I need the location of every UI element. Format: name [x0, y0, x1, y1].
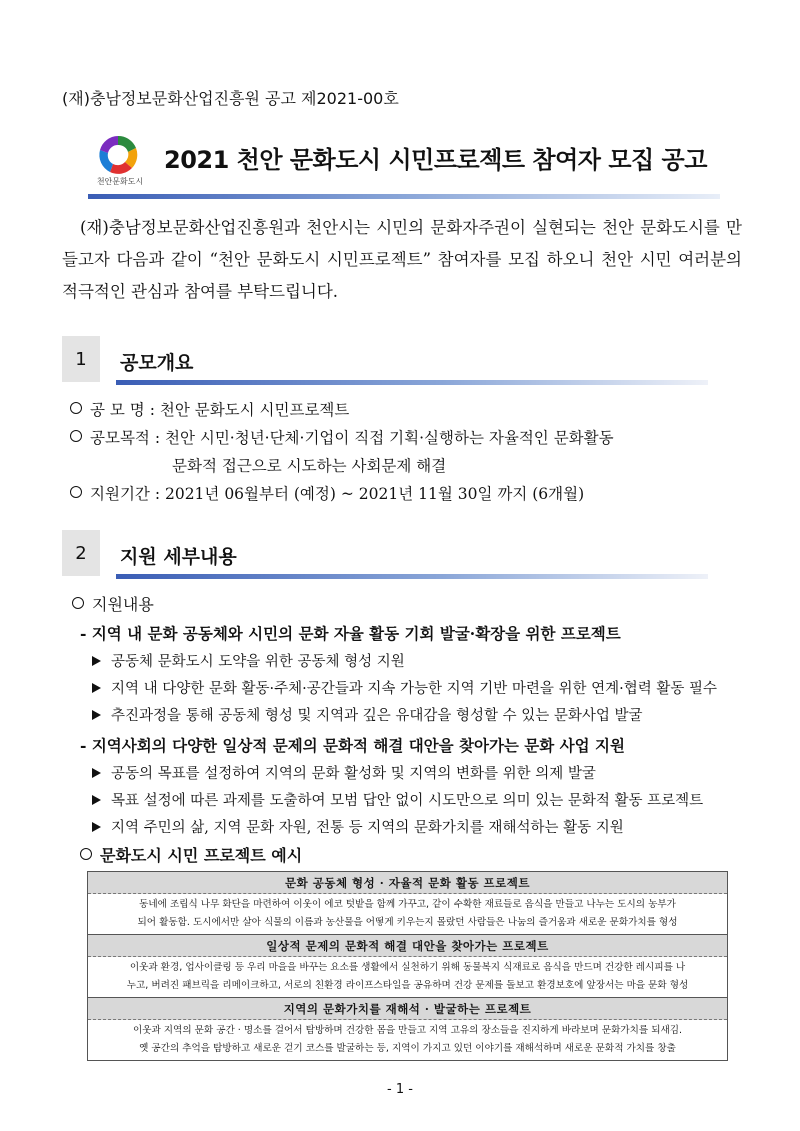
group2-item-text: 지역 주민의 삶, 지역 문화 자원, 전통 등 지역의 문화가치를 재해석하는 활동 지원 — [111, 820, 624, 836]
triangle-bullet-icon — [92, 795, 101, 805]
group2-item — [92, 789, 703, 810]
section-2-title: 지원 세부내용 — [120, 546, 237, 568]
group1-item-text: 추진과정을 통해 공동체 형성 및 지역과 깊은 유대감을 형성할 수 있는 문화사업 발굴 — [111, 708, 643, 724]
group2-item — [92, 762, 596, 783]
example-1-heading: 문화 공동체 형성 · 자율적 문화 활동 프로젝트 — [88, 872, 728, 894]
examples-table — [87, 871, 728, 1061]
group2-heading: - 지역사회의 다양한 일상적 문제의 문화적 해결 대안을 찾아가는 문화 사업 지원 — [80, 736, 625, 755]
group2-item-text: 공동의 목표를 설정하여 지역의 문화 활성화 및 지역의 변화를 위한 의제 발굴 — [111, 766, 596, 782]
overview-purpose-cont-text: 문화적 접근으로 시도하는 사회문제 해결 — [172, 457, 447, 475]
support-label: 지원내용 — [92, 595, 154, 614]
group1-heading: - 지역 내 문화 공동체와 시민의 문화 자율 활동 기회 발굴·확장을 위한 프로젝트 — [80, 624, 621, 643]
overview-row-period — [70, 482, 584, 504]
overview-period-text: 지원기간 : 2021년 06월부터 (예정) ~ 2021년 11월 30일 까지 (6개월) — [90, 485, 585, 503]
overview-row-purpose — [70, 426, 614, 448]
circle-bullet-icon — [72, 597, 84, 609]
example-2-body — [88, 957, 728, 998]
group1-item — [92, 650, 405, 671]
group2-item — [92, 816, 624, 837]
section-1-underline — [116, 380, 708, 385]
logo-text: 천안문화도시 — [96, 177, 144, 186]
example-2-line: 누고, 버려진 패브릭을 리메이크하고, 서로의 친환경 라이프스타일을 공유하며 건강 문제를 돌보고 환경보호에 앞장서는 마을 문화 형성 — [126, 980, 689, 991]
example-2-heading: 일상적 문제의 문화적 해결 대안을 찾아가는 프로젝트 — [88, 935, 728, 957]
triangle-bullet-icon — [92, 656, 101, 666]
circle-bullet-icon — [70, 486, 82, 498]
section-1-header — [62, 336, 712, 386]
triangle-bullet-icon — [92, 822, 101, 832]
circle-bullet-icon — [70, 430, 82, 442]
examples-label-row — [80, 843, 302, 866]
title-block — [88, 132, 728, 192]
group1-item — [92, 704, 643, 725]
overview-row-purpose-cont — [172, 454, 446, 476]
example-1-line: 되어 활동함. 도시에서만 살아 식물의 이름과 농산물을 어떻게 키우는지 몰랐던 사람들은 나눔의 즐거움과 새로운 문화가치를 형성 — [137, 917, 678, 928]
group1-item-text: 지역 내 다양한 문화 활동·주체·공간들과 지속 가능한 지역 기반 마련을 위한 연계·협력 활동 필수 — [111, 681, 718, 697]
circle-bullet-icon — [70, 402, 82, 414]
section-2-number: 2 — [62, 530, 100, 576]
notice-number: (재)충남정보문화산업진흥원 공고 제2021-00호 — [62, 89, 399, 108]
section-2-header — [62, 530, 712, 580]
title-underline — [88, 194, 720, 199]
intro-text: (재)충남정보문화산업진흥원과 천안시는 시민의 문화자주권이 실현되는 천안 문화도시를 만들고자 다음과 같이 “천안 문화도시 시민프로젝트” 참여자를 모집 하오니 천안 시민 여러분의 적극적인 관심과 참여를 부탁드립니다. — [62, 218, 742, 301]
overview-row-name — [70, 398, 349, 420]
page-title: 2021 천안 문화도시 시민프로젝트 참여자 모집 공고 — [164, 146, 707, 174]
intro-paragraph — [62, 212, 742, 308]
section-2-underline — [116, 574, 708, 579]
page-number: - 1 - — [387, 1082, 413, 1097]
example-2-line: 이웃과 환경, 업사이클링 등 우리 마을을 바꾸는 요소를 생활에서 실천하기 위해 동물복지 식재료로 음식을 만드며 건강한 레시피를 나 — [129, 962, 686, 973]
group1-item — [92, 677, 717, 698]
example-1-line: 동네에 조립식 나무 화단을 마련하여 이웃이 에코 텃밭을 함께 가꾸고, 같이 수확한 재료들로 음식을 만들고 나누는 도시의 농부가 — [139, 899, 676, 910]
example-3-heading: 지역의 문화가치를 재해석 · 발굴하는 프로젝트 — [88, 998, 728, 1020]
overview-purpose-text: 공모목적 : 천안 시민·청년·단체·기업이 직접 기획·실행하는 자율적인 문화활동 — [90, 429, 614, 447]
example-3-line: 옛 공간의 추억을 탐방하고 새로운 걷기 코스를 발굴하는 등, 지역이 가지고 있던 이야기를 재해석하며 새로운 문화적 가치를 창출 — [139, 1043, 676, 1054]
circle-bullet-icon — [80, 848, 92, 860]
triangle-bullet-icon — [92, 710, 101, 720]
support-label-row — [72, 592, 154, 615]
overview-name-text: 공 모 명 : 천안 문화도시 시민프로젝트 — [90, 401, 350, 419]
example-1-body — [88, 894, 728, 935]
example-3-body — [88, 1020, 728, 1061]
group2-item-text: 목표 설정에 따른 과제를 도출하여 모범 답안 없이 시도만으로 의미 있는 문화적 활동 프로젝트 — [111, 793, 704, 809]
group1-item-text: 공동체 문화도시 도약을 위한 공동체 형성 지원 — [111, 654, 405, 670]
example-3-line: 이웃과 지역의 문화 공간 · 명소를 걸어서 탐방하며 건강한 몸을 만들고 지역 고유의 장소들을 진지하게 바라보며 문화가치를 되새김. — [132, 1025, 683, 1036]
section-1-number: 1 — [62, 336, 100, 382]
triangle-bullet-icon — [92, 683, 101, 693]
triangle-bullet-icon — [92, 768, 101, 778]
section-1-title: 공모개요 — [120, 352, 194, 374]
examples-label: 문화도시 시민 프로젝트 예시 — [100, 846, 303, 865]
